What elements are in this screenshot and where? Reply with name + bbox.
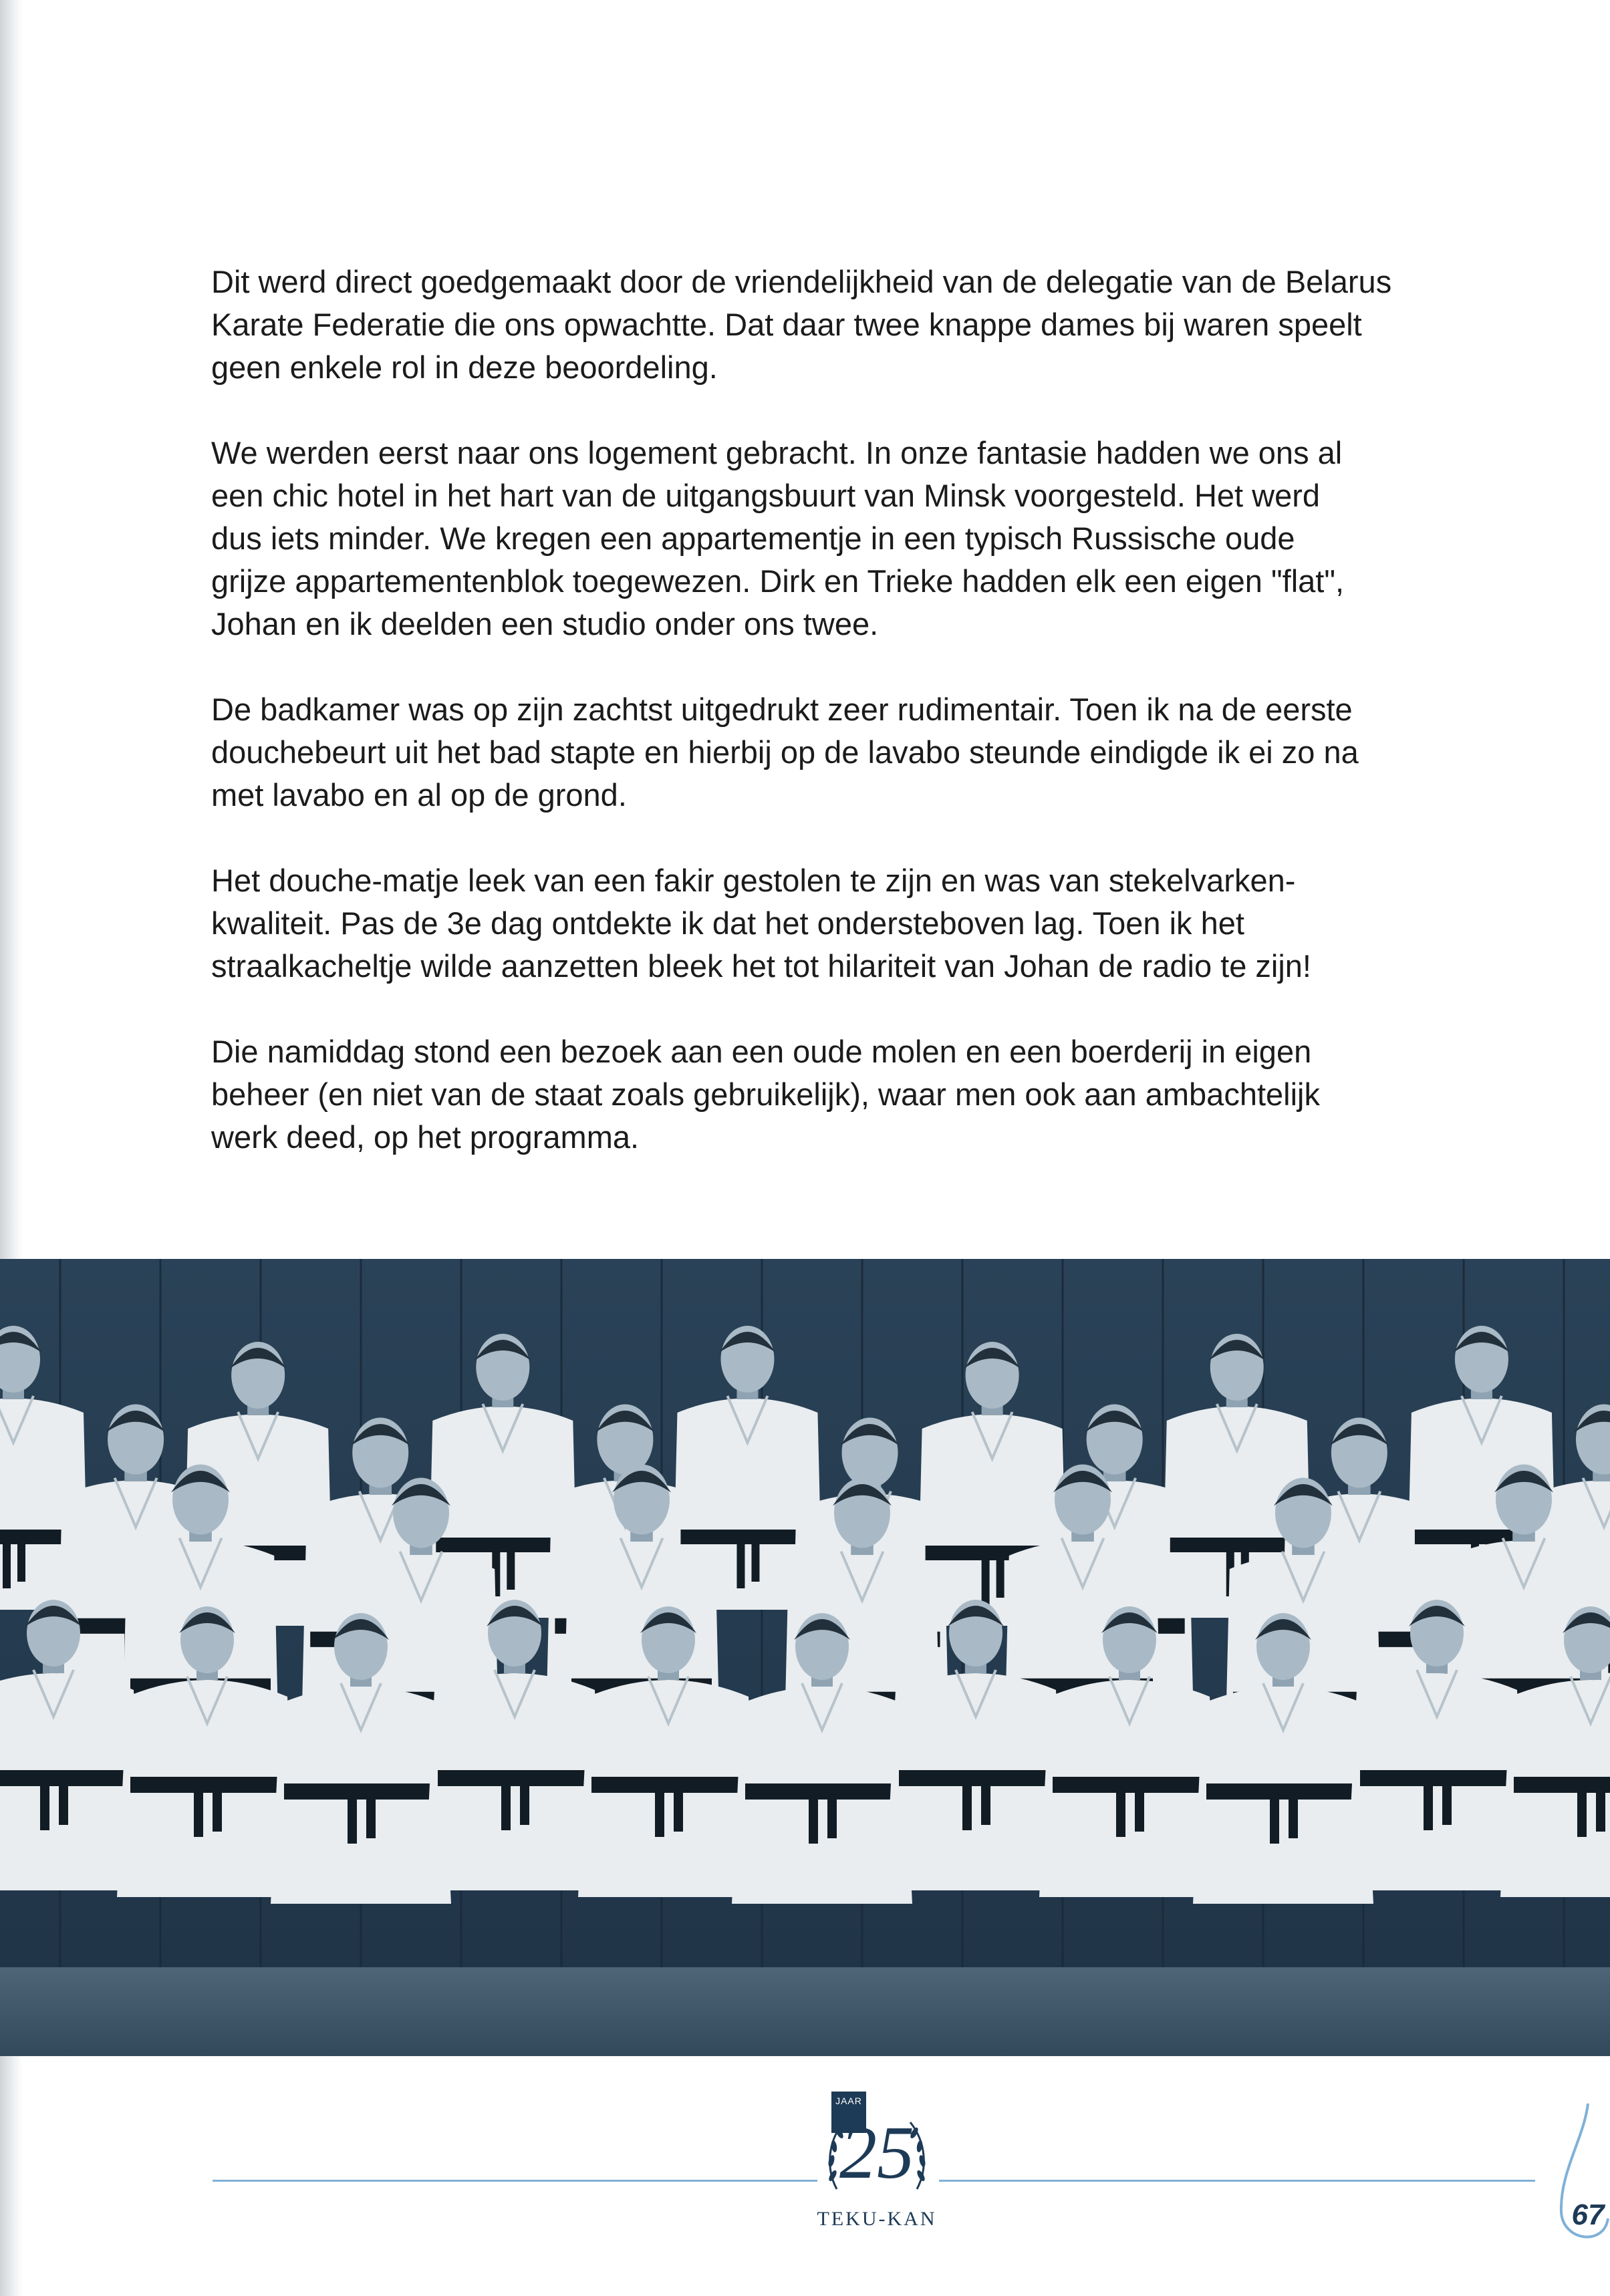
anniversary-emblem xyxy=(817,2089,937,2263)
paragraph-4: Het douche-matje leek van een fakir gestolen te zijn en was van stekelvarken- kwaliteit. Pas de 3e dag ontdekte ik dat het ondersteboven lag. Toen ik het straalkacheltje wilde aanzetten bleek het tot hilariteit van Johan de radio te zijn! xyxy=(211,863,1311,984)
paragraph-3: De badkamer was op zijn zachtst uitgedrukt zeer rudimentair. Toen ik na de eerste douchebeurt uit het bad stapte en hierbij op de lavabo steunde eindigde ik ei zo na met lavabo en al op de grond. xyxy=(211,692,1359,813)
footer-rule-left xyxy=(213,2180,817,2182)
group-photo-karate xyxy=(0,1259,1610,2056)
footer-rule-right xyxy=(939,2180,1535,2182)
page-number: 67 xyxy=(1571,2198,1605,2231)
paragraph-1: Dit werd direct goedgemaakt door de vriendelijkheid van de delegatie van de Belarus Karate Federatie die ons opwachtte. Dat daar twee knappe dames bij waren speelt geen enkele rol in deze beoordeling. xyxy=(211,264,1392,385)
photo-floor xyxy=(0,1967,1610,2056)
paragraph-2: We werden eerst naar ons logement gebracht. In onze fantasie hadden we ons al een chic hotel in het hart van de uitgangsbuurt van Minsk voorgesteld. Het werd dus iets minder. We kregen een appartementje in een typisch Russische oude grijze appartementenblok toegewezen. Dirk en Trieke hadden elk een eigen "flat", Johan en ik deelden een studio onder ons twee. xyxy=(211,435,1345,641)
page-number-marker xyxy=(1537,2098,1610,2252)
article-text xyxy=(211,261,1541,1201)
org-name: TEKU-KAN xyxy=(817,2208,937,2230)
paragraph-5: Die namiddag stond een bezoek aan een oude molen en een boerderij in eigen beheer (en niet van de staat zoals gebruikelijk), waar men ook aan ambachtelijk werk deed, op het programma. xyxy=(211,1034,1320,1155)
group-photo-illustration xyxy=(0,1259,1610,2056)
anniversary-number: 25 xyxy=(839,2112,914,2194)
jaar-label: JAAR xyxy=(831,2092,866,2133)
